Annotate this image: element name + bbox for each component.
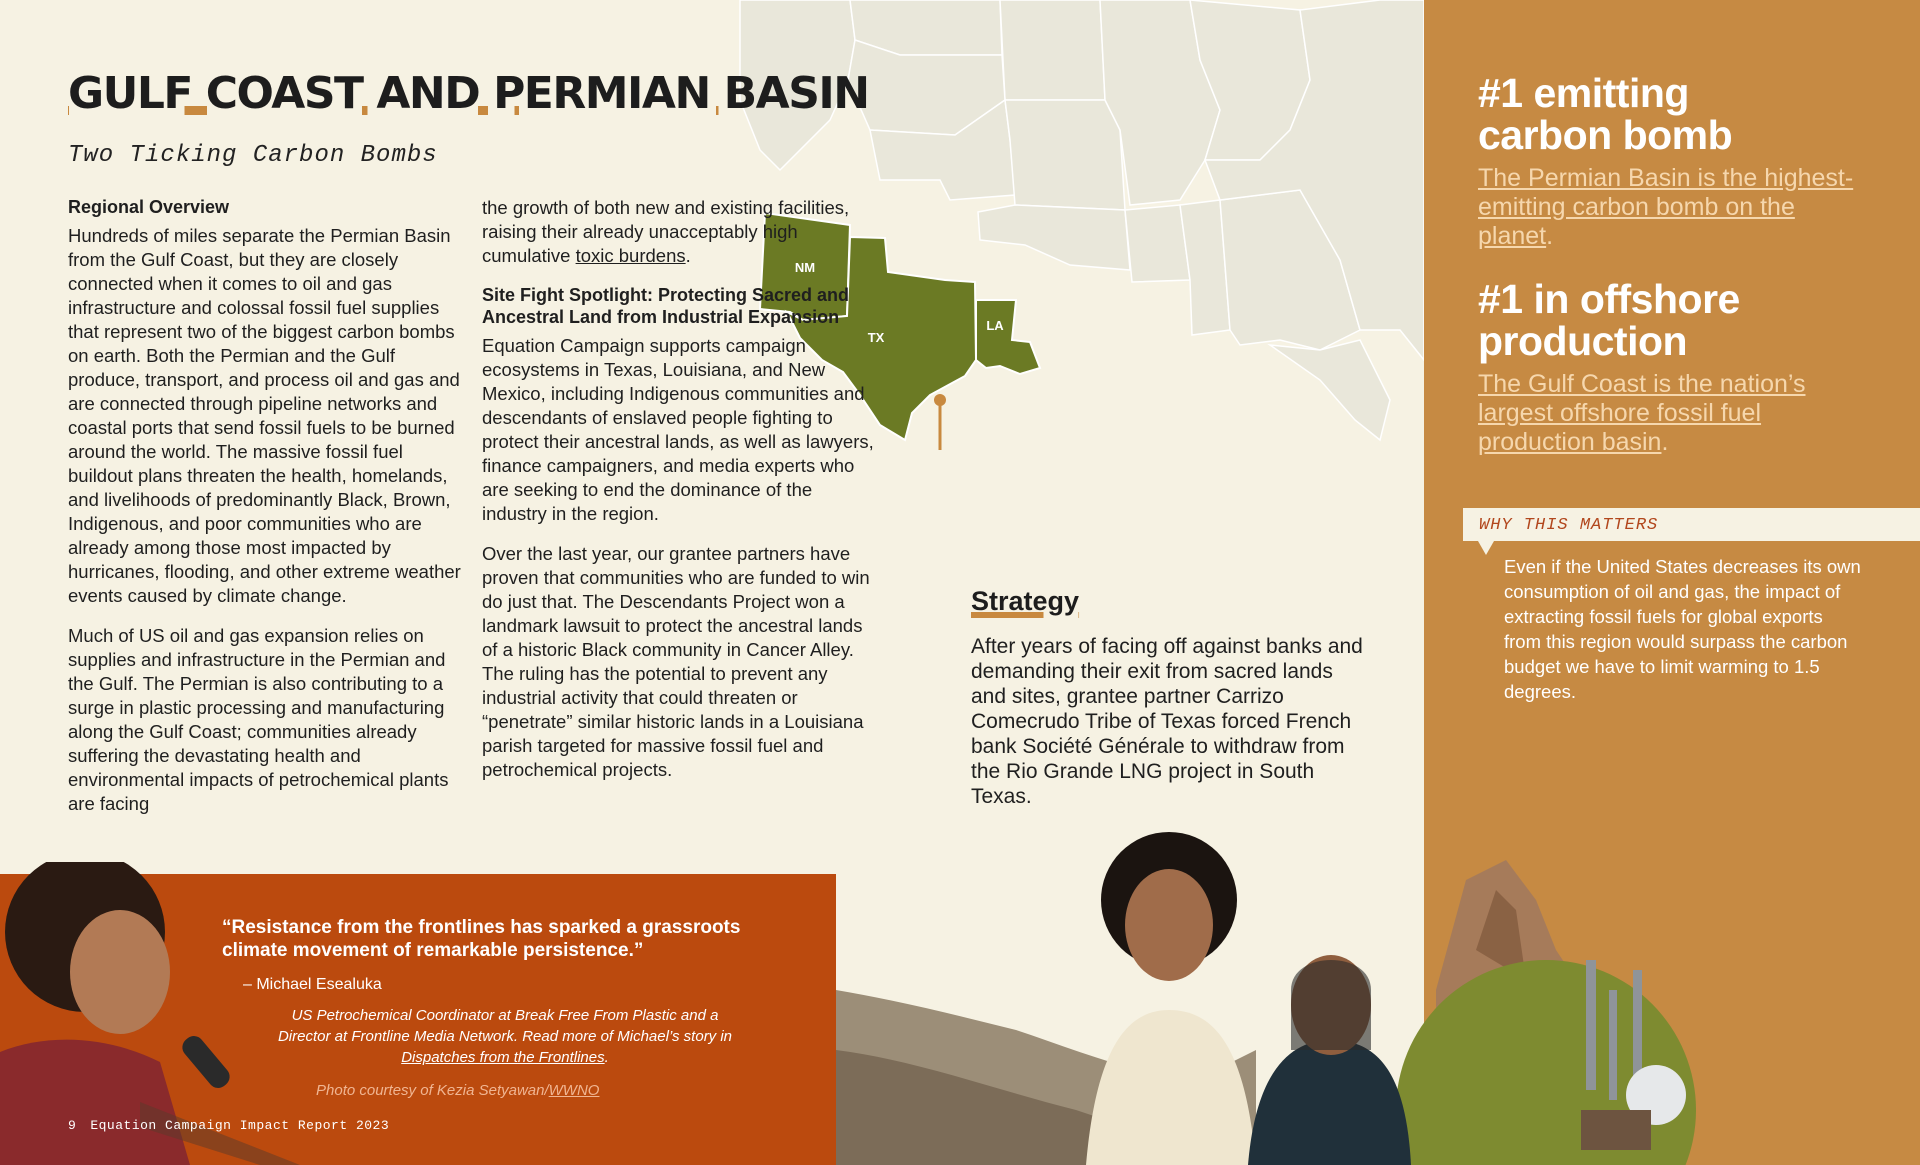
stat-2-suffix: .	[1661, 428, 1669, 456]
overview-column	[68, 196, 468, 832]
wwno-link[interactable]: WWNO	[548, 1082, 600, 1099]
spotlight-paragraph-2: Over the last year, our grantee partners have proven that communities who are funded to win do just that. The Descendants Project won a landmark lawsuit to protect the ancestral lands of a historic Black community in Cancer Alley. The ruling has the potential to prevent any industrial activity that could threaten or “penetrate” similar historic lands in a Louisiana parish targeted for massive fossil fuel and petrochemical projects.	[482, 543, 870, 780]
overview-paragraph-3	[482, 196, 882, 268]
quote-author: – Michael Esealuka	[243, 976, 382, 993]
quote-text: “Resistance from the frontlines has sparked a grassroots climate movement of remarkable persistence.”	[222, 917, 741, 961]
overview-paragraph-2: Much of US oil and gas expansion relies on supplies and infrastructure in the Permian and the Gulf. The Permian is also contributing to a surge in plastic processing and manufacturing along the Gulf Coast; communities already suffering the devastating health and environmental impacts of petrochemical plants are facing	[68, 625, 449, 814]
stat-2-body	[1478, 370, 1858, 457]
strategy-heading: Strategy	[971, 586, 1080, 616]
stat-1-link[interactable]: The Permian Basin is the highest-emitting carbon bomb on the planet	[1478, 164, 1854, 250]
map-state-la	[976, 300, 1040, 374]
stat-1-title: #1 emitting carbon bomb	[1478, 70, 1733, 158]
overview-heading: Regional Overview	[68, 197, 230, 217]
page-footer	[68, 1118, 389, 1133]
photo-collage	[836, 750, 1920, 1165]
quote-role-text: US Petrochemical Coordinator at Break Free From Plastic and a Director at Frontline Media Network. Read more of Michael’s story in	[277, 1007, 733, 1045]
page-title: GULF COAST AND PERMIAN BASIN	[68, 68, 869, 119]
map-label-nm: NM	[794, 260, 816, 275]
map-kansas-nebraska	[1005, 100, 1125, 210]
overview-p3-end: .	[685, 245, 691, 266]
quote-author-role	[270, 1005, 740, 1068]
overview-paragraph-1: Hundreds of miles separate the Permian Basin from the Gulf Coast, but they are closely connected when it comes to oil and gas infrastructure and colossal fossil fuel supplies that represent two of the biggest carbon bombs on earth. Both the Permian and the Gulf produce, transport, and process oil and gas and are connected through pipeline networks and coastal ports that send fossil fuels to be burned around the world. The massive fossil fuel buildout plans threaten the health, homelands, and livelihoods of predominantly Black, Brown, Indigenous, and poor communities who are already among those most impacted by hurricanes, flooding, and other extreme weather events caused by climate change.	[68, 225, 461, 606]
map-label-la: LA	[986, 318, 1004, 333]
stat-2-link[interactable]: The Gulf Coast is the nation’s largest offshore fossil fuel production basin	[1478, 370, 1806, 456]
spotlight-column	[482, 196, 882, 798]
overview-p3-text: the growth of both new and existing facilities, raising their already unacceptably high cumulative	[482, 197, 850, 266]
strategy-callout-dot	[934, 394, 946, 406]
map-florida	[1270, 340, 1390, 440]
stat-1-suffix: .	[1546, 222, 1554, 250]
quote-role-end: .	[604, 1049, 609, 1066]
photo-credit	[316, 1082, 599, 1099]
page-subtitle: Two Ticking Carbon Bombs	[68, 142, 438, 169]
stat-2-title: #1 in offshore production	[1478, 276, 1740, 364]
strategy-body: After years of facing off against banks and demanding their exit from sacred lands and sites, grantee partner Carrizo Comecrudo Tribe of Texas forced French bank Société Générale to withdraw from the Rio Grande LNG project in South Texas.	[971, 635, 1363, 808]
portrait-woman-photo	[1086, 832, 1256, 1165]
stat-1-body	[1478, 164, 1858, 251]
map-arkansas	[1125, 205, 1190, 282]
photo-credit-text: Photo courtesy of Kezia Setyawan/	[316, 1082, 549, 1099]
page-number: 9	[68, 1118, 77, 1133]
why-label-tail	[1478, 541, 1494, 555]
dispatches-link[interactable]: Dispatches from the Frontlines	[401, 1049, 605, 1066]
spotlight-paragraph-1: Equation Campaign supports campaign ecosystems in Texas, Louisiana, and New Mexico, including Indigenous communities and descendants of enslaved people fighting to protect their ancestral lands, as well as lawyers, finance campaigners, and media experts who are seeking to end the dominance of the industry in the region.	[482, 335, 874, 524]
map-oklahoma	[978, 205, 1130, 270]
why-body: Even if the United States decreases its own consumption of oil and gas, the impact of extracting fossil fuels for global exports from this region would surpass the carbon budget we have to limit warming to 1.5 degrees.	[1504, 556, 1861, 702]
map-dakotas	[1000, 0, 1105, 100]
toxic-burdens-link[interactable]: toxic burdens	[575, 245, 686, 266]
portrait-man-photo	[1248, 955, 1411, 1165]
footer-label: Equation Campaign Impact Report 2023	[90, 1118, 390, 1133]
why-label: WHY THIS MATTERS	[1479, 516, 1659, 535]
map-label-tx: TX	[867, 330, 885, 345]
spotlight-heading: Site Fight Spotlight: Protecting Sacred and Ancestral Land from Industrial Expansion	[482, 285, 850, 327]
microphone-icon	[178, 1032, 233, 1092]
